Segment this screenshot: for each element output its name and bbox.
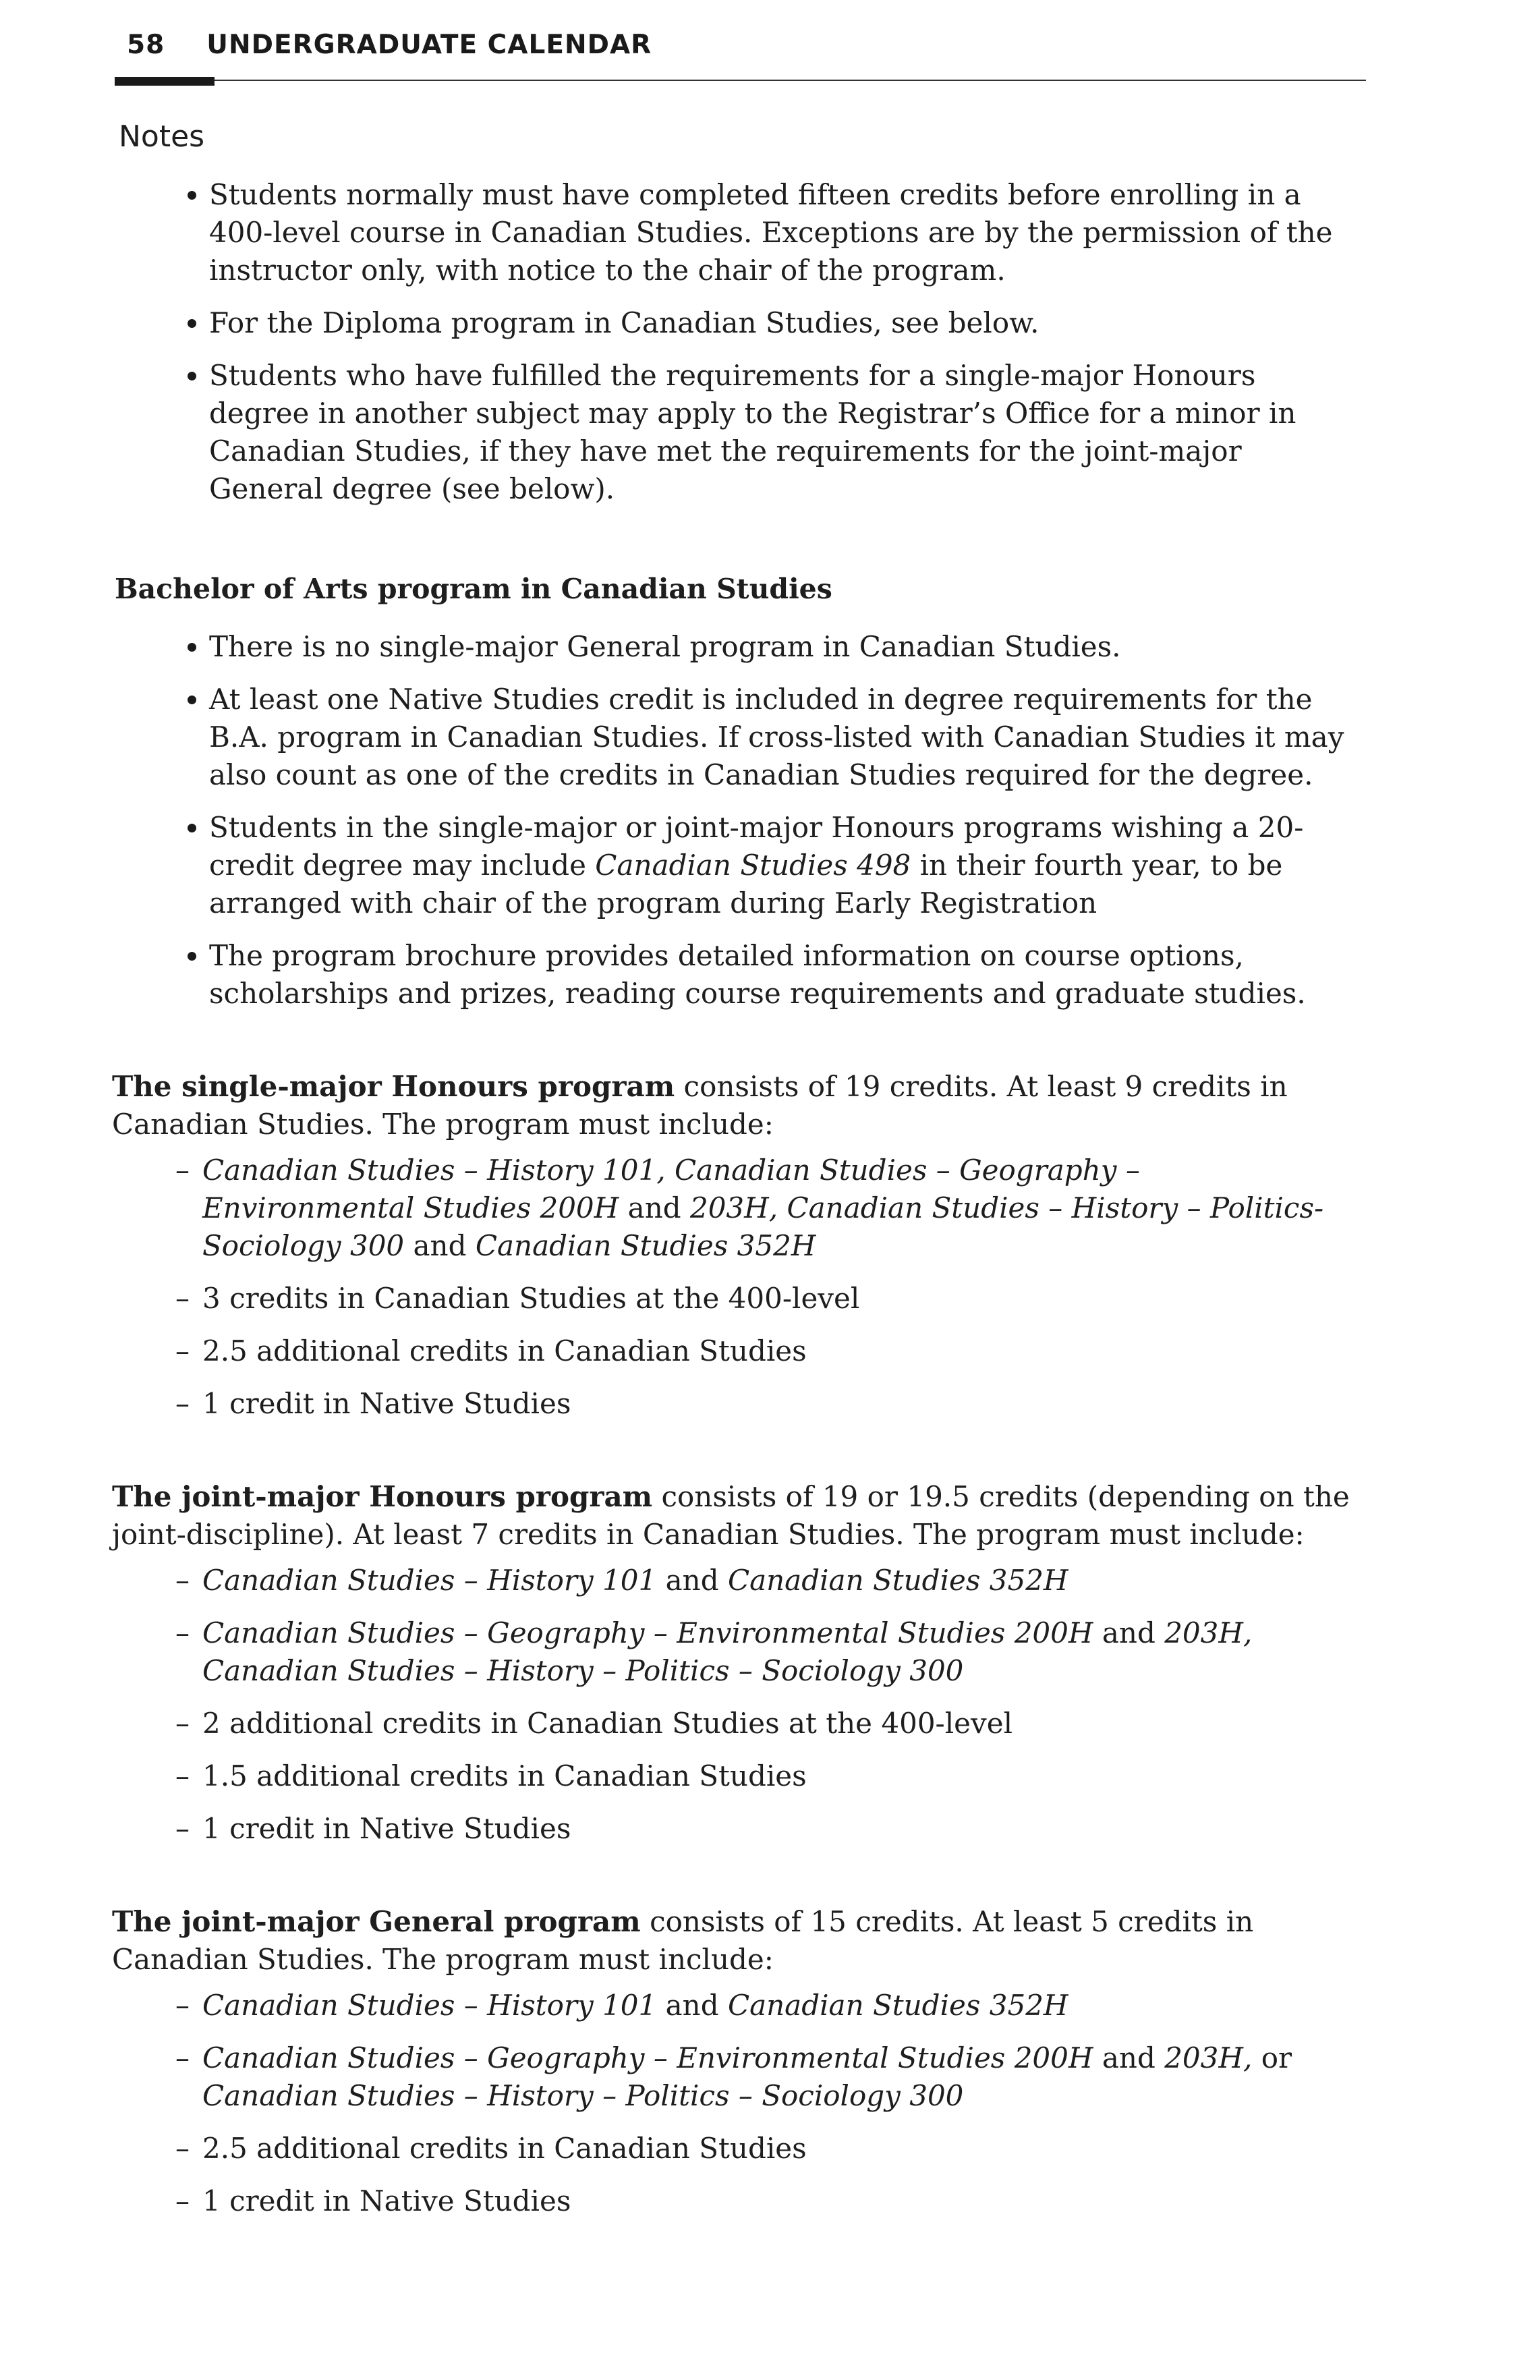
program-description: consists of 19 or 19.5 credits (depending on the joint-discipline). At least 7 credits in Canadian Studies. The program must include:: [112, 1480, 1350, 1551]
joint-general-paragraph: [112, 1903, 1356, 1979]
dash-marker: –: [175, 1616, 190, 1649]
list-item: [209, 304, 1376, 342]
course-reference: Canadian Studies – History 101: [202, 1564, 657, 1597]
dash-marker: –: [175, 1564, 190, 1597]
list-item: [209, 681, 1376, 794]
course-reference: Canadian Studies – Geography – Environmental Studies 200H: [202, 2041, 1093, 2074]
list-item: [209, 809, 1376, 922]
note-text: For the Diploma program in Canadian Studies, see below.: [209, 306, 1039, 339]
ba-text: The program brochure provides detailed information on course options, scholarships and prizes, reading course requirements and graduate studies.: [209, 939, 1306, 1010]
list-item: [175, 2039, 1376, 2115]
joint-honours-paragraph: [112, 1478, 1356, 1554]
ba-list: [108, 628, 1376, 1013]
dash-marker: –: [175, 1282, 190, 1315]
course-reference: 203H, Canadian Studies – History – Politics- Sociology 300: [202, 1191, 1324, 1262]
bullet-icon: [188, 191, 196, 200]
conjunction: or: [1252, 2041, 1292, 2074]
course-reference: Canadian Studies – History 101: [202, 1989, 657, 2022]
list-item: [209, 937, 1376, 1013]
course-reference: Canadian Studies – History 101, Canadian Studies – Geography – Environmental Studies 200H: [202, 1154, 1140, 1224]
notes-heading: Notes: [119, 119, 205, 154]
requirement-text: 1 credit in Native Studies: [202, 2184, 571, 2217]
single-honours-paragraph: [112, 1068, 1356, 1143]
ba-text: At least one Native Studies credit is included in degree requirements for the B.A. program in Canadian Studies. If cross-listed with Canadian Studies it may also count as one of the credits in Canadian Studies required for the degree.: [209, 683, 1344, 791]
list-item: [175, 2182, 1376, 2220]
list-item: [175, 1987, 1376, 2024]
dash-marker: –: [175, 1707, 190, 1740]
list-item: [209, 176, 1376, 289]
requirement-text: 2 additional credits in Canadian Studies at the 400-level: [202, 1707, 1013, 1740]
running-header: [127, 30, 652, 60]
dash-marker: –: [175, 2041, 190, 2074]
bullet-icon: [188, 824, 196, 832]
header-rule: [115, 80, 1366, 81]
program-name: The joint-major General program: [112, 1905, 641, 1938]
bullet-icon: [188, 643, 196, 652]
running-title: UNDERGRADUATE CALENDAR: [206, 30, 652, 60]
notes-list: [108, 176, 1376, 508]
ba-text: Students in the single-major or joint-major Honours programs wishing a 20-credit degree may include: [209, 811, 1304, 882]
dash-marker: –: [175, 2132, 190, 2165]
dash-marker: –: [175, 1387, 190, 1420]
bullet-icon: [188, 372, 196, 380]
requirement-text: 2.5 additional credits in Canadian Studies: [202, 1334, 807, 1367]
ba-text: in their fourth year, to be arranged with chair of the program during Early Registration: [209, 849, 1283, 919]
conjunction: and: [1093, 1616, 1165, 1649]
conjunction: and: [1093, 2041, 1165, 2074]
dash-marker: –: [175, 1759, 190, 1792]
single-honours-requirements: [108, 1152, 1376, 1423]
dash-marker: –: [175, 1989, 190, 2022]
list-item: [209, 628, 1376, 666]
list-item: [175, 1385, 1376, 1423]
requirement-text: 2.5 additional credits in Canadian Studies: [202, 2132, 807, 2165]
dash-marker: –: [175, 1154, 190, 1187]
page-number: 58: [127, 30, 165, 60]
conjunction: and: [656, 1989, 728, 2022]
conjunction: and: [656, 1564, 728, 1597]
list-item: [209, 357, 1376, 508]
ba-text: There is no single-major General program in Canadian Studies.: [209, 630, 1121, 663]
program-name: The joint-major Honours program: [112, 1480, 653, 1513]
header-rule-block: [115, 77, 215, 86]
dash-marker: –: [175, 1812, 190, 1845]
requirement-text: 1 credit in Native Studies: [202, 1387, 571, 1420]
conjunction: and: [619, 1191, 690, 1224]
program-name: The single-major Honours program: [112, 1070, 675, 1103]
list-item: [175, 1562, 1376, 1599]
bullet-icon: [188, 952, 196, 961]
joint-honours-requirements: [108, 1562, 1376, 1848]
course-reference: Canadian Studies 352H: [727, 1564, 1068, 1597]
requirement-text: 3 credits in Canadian Studies at the 400-level: [202, 1282, 860, 1315]
ba-heading: Bachelor of Arts program in Canadian Studies: [115, 573, 832, 605]
course-reference: 203H,: [1164, 2041, 1253, 2074]
requirement-text: 1.5 additional credits in Canadian Studies: [202, 1759, 807, 1792]
list-item: [175, 1810, 1376, 1848]
requirement-text: 1 credit in Native Studies: [202, 1812, 571, 1845]
list-item: [175, 1757, 1376, 1795]
course-reference: Canadian Studies 352H: [727, 1989, 1068, 2022]
course-reference: Canadian Studies 352H: [475, 1229, 816, 1262]
course-reference: Canadian Studies 498: [595, 849, 911, 882]
list-item: [175, 2130, 1376, 2168]
list-item: [175, 1614, 1376, 1690]
program-description: consists of 15 credits. At least 5 credits in Canadian Studies. The program must include:: [112, 1905, 1254, 1976]
joint-general-requirements: [108, 1987, 1376, 2220]
dash-marker: –: [175, 1334, 190, 1367]
note-text: Students normally must have completed fifteen credits before enrolling in a 400-level course in Canadian Studies. Exceptions are by the permission of the instructor only, with notice to the chair of the program.: [209, 178, 1333, 287]
dash-marker: –: [175, 2184, 190, 2217]
list-item: [175, 1152, 1376, 1265]
note-text: Students who have fulfilled the requirements for a single-major Honours degree in another subject may apply to the Registrar’s Office for a minor in Canadian Studies, if they have met the requirements for the joint-major General degree (see below).: [209, 359, 1296, 505]
course-reference: Canadian Studies – History – Politics – Sociology 300: [202, 2079, 964, 2112]
program-description: consists of 19 credits. At least 9 credits in Canadian Studies. The program must include:: [112, 1070, 1288, 1141]
conjunction: and: [404, 1229, 476, 1262]
list-item: [175, 1280, 1376, 1318]
bullet-icon: [188, 319, 196, 328]
list-item: [175, 1332, 1376, 1370]
page-content: [108, 118, 1376, 2235]
course-reference: 203H, Canadian Studies – History – Politics – Sociology 300: [202, 1616, 1253, 1687]
bullet-icon: [188, 696, 196, 704]
list-item: [175, 1705, 1376, 1743]
course-reference: Canadian Studies – Geography – Environmental Studies 200H: [202, 1616, 1093, 1649]
